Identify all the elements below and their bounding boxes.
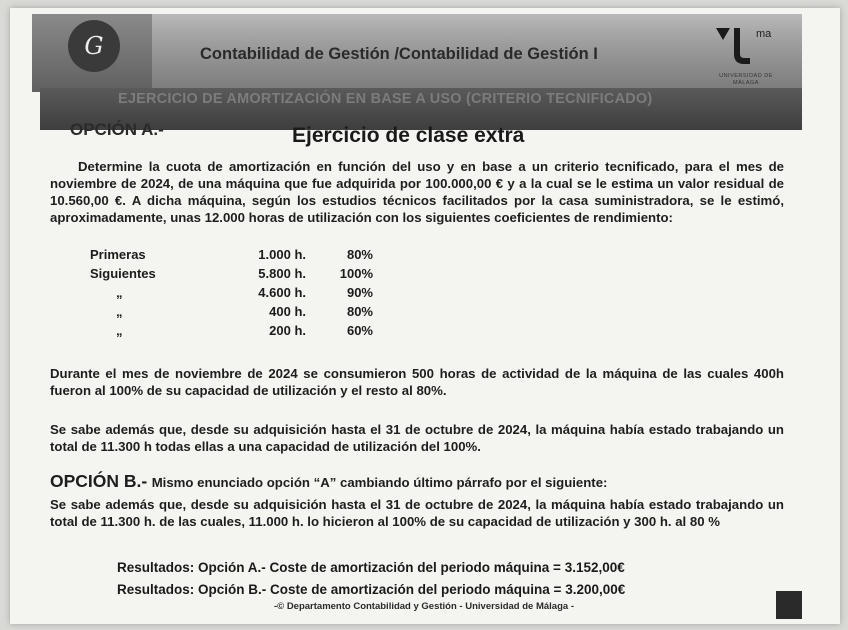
university-logo <box>714 26 774 92</box>
coef-percent: 80% <box>346 247 373 262</box>
option-a-paragraph-2: Durante el mes de noviembre de 2024 se consumieron 500 horas de actividad de la máquina de las cuales 400h fueron al 100% de su capacidad de utilización y el resto al 80%. <box>50 366 784 398</box>
table-row <box>90 302 373 321</box>
department-logo-text: G <box>84 32 104 60</box>
table-row <box>90 283 373 302</box>
coef-percent: 100% <box>339 266 373 281</box>
option-b-label: OPCIÓN B.- <box>50 471 148 491</box>
copyright-footer: -© Departamento Contabilidad y Gestión - Universidad de Málaga - <box>274 601 574 612</box>
coef-label: „ <box>116 285 123 300</box>
result-option-a: Resultados: Opción A.- Coste de amortización del periodo máquina = 3.152,00€ <box>117 560 625 575</box>
option-a-label: OPCIÓN A.- <box>70 120 164 139</box>
university-name: UNIVERSIDAD DE MÁLAGA <box>719 73 773 86</box>
coef-label: „ <box>116 323 123 338</box>
coef-hours: 200 h. <box>269 323 306 338</box>
university-logo-icon <box>714 26 752 66</box>
coef-hours: 5.800 h. <box>258 266 306 281</box>
option-b-paragraph-1: Se sabe además que, desde su adquisición hasta el 31 de octubre de 2024, la máquina había estado trabajando un total de 11.300 h. de las cuales, 11.000 h. lo hicieron al 100% de su capacidad de utilización y 300 h. al 80 % <box>50 497 784 529</box>
table-row <box>90 321 373 340</box>
coef-percent: 80% <box>346 304 373 319</box>
exercise-title: Ejercicio de clase extra <box>292 124 525 147</box>
coef-hours: 400 h. <box>269 304 306 319</box>
result-option-b: Resultados: Opción B.- Coste de amortización del periodo máquina = 3.200,00€ <box>117 582 626 597</box>
performance-coefficients-table <box>90 245 373 340</box>
table-row <box>90 245 373 264</box>
coef-label: „ <box>116 304 123 319</box>
coef-hours: 4.600 h. <box>258 285 306 300</box>
option-b-heading <box>50 471 607 492</box>
option-b-intro: Mismo enunciado opción “A” cambiando último párrafo por el siguiente: <box>151 475 608 490</box>
coef-percent: 60% <box>346 323 373 338</box>
coef-label: Siguientes <box>90 266 156 281</box>
course-title: Contabilidad de Gestión /Contabilidad de Gestión I <box>200 45 598 63</box>
table-row <box>90 264 373 283</box>
option-a-paragraph-3: Se sabe además que, desde su adquisición hasta el 31 de octubre de 2024, la máquina había estado trabajando un total de 11.300 h todas ellas a una capacidad de utilización del 100%. <box>50 422 784 454</box>
department-logo <box>68 20 120 72</box>
corner-marker <box>776 591 802 619</box>
option-a-paragraph-1: Determine la cuota de amortización en función del uso y en base a un criterio tecnificado, para el mes de noviembre de 2024, de una máquina que fue adquirida por 100.000,00 € y a la cual se le estima un valor residual de 10.560,00 €. A dicha máquina, según los estudios técnicos facilitados por la casa suministradora, se le estimó, aproximadamente, unas 12.000 horas de utilización con los siguientes coeficientes de rendimiento: <box>50 159 784 225</box>
coef-label: Primeras <box>90 247 146 262</box>
coef-hours: 1.000 h. <box>258 247 306 262</box>
section-title: EJERCICIO DE AMORTIZACIÓN EN BASE A USO (CRITERIO TECNIFICADO) <box>118 91 653 107</box>
coef-percent: 90% <box>346 285 373 300</box>
university-mark-text: ma <box>756 28 772 40</box>
